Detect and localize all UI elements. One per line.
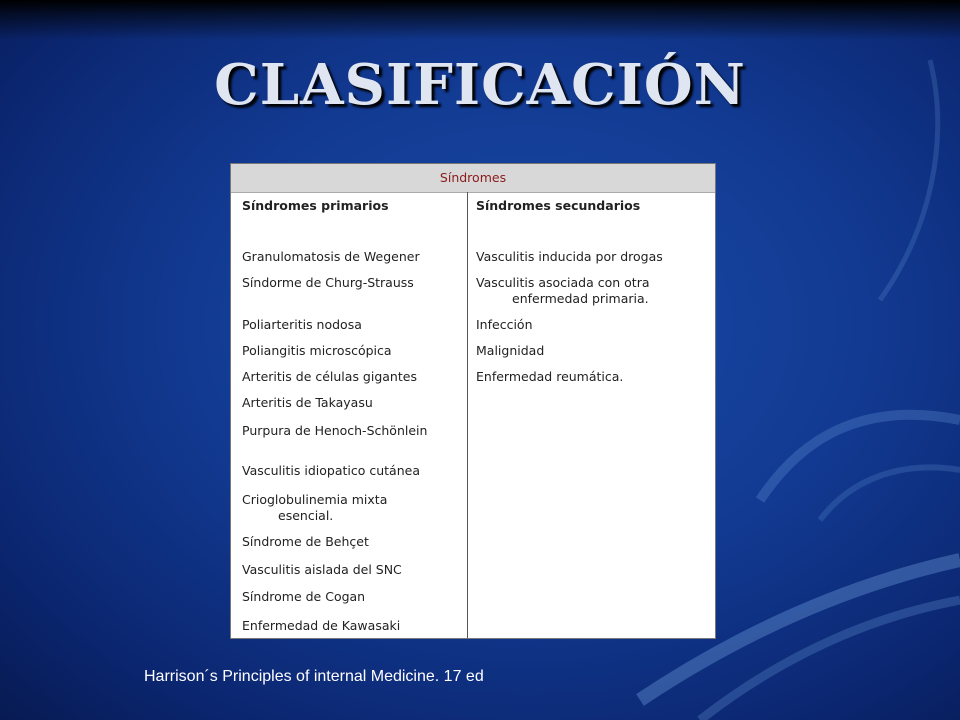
- list-item: Purpura de Henoch-Schönlein: [242, 423, 428, 438]
- list-item: Enfermedad reumática.: [476, 369, 624, 384]
- list-item-continuation: esencial.: [278, 508, 334, 523]
- list-item: Síndorme de Churg-Strauss: [242, 275, 414, 290]
- list-item: Síndrome de Cogan: [242, 589, 366, 604]
- list-item: [242, 492, 387, 524]
- table-header: Síndromes: [231, 164, 715, 193]
- list-item-continuation: enfermedad primaria.: [512, 291, 649, 306]
- primary-column-heading: Síndromes primarios: [242, 198, 389, 213]
- syndromes-table: [230, 163, 716, 639]
- list-item: Vasculitis aislada del SNC: [242, 562, 402, 577]
- list-item: Infección: [476, 317, 533, 332]
- slide-title: CLASIFICACIÓN: [214, 52, 746, 118]
- list-item: Síndrome de Behçet: [242, 534, 369, 549]
- list-item: Vasculitis inducida por drogas: [476, 249, 663, 264]
- list-item: Poliangitis microscópica: [242, 343, 392, 358]
- list-item-line: Crioglobulinemia mixta: [242, 492, 388, 507]
- list-item: Arteritis de células gigantes: [242, 369, 417, 384]
- list-item: Granulomatosis de Wegener: [242, 249, 420, 264]
- list-item: Poliarteritis nodosa: [242, 317, 362, 332]
- list-item: Vasculitis idiopatico cutánea: [242, 463, 420, 478]
- list-item: Malignidad: [476, 343, 545, 358]
- column-divider: [467, 192, 468, 638]
- list-item: Arteritis de Takayasu: [242, 395, 373, 410]
- list-item: [476, 275, 650, 307]
- list-item: Enfermedad de Kawasaki: [242, 618, 401, 633]
- secondary-column-heading: Síndromes secundarios: [476, 198, 641, 213]
- list-item-line: Vasculitis asociada con otra: [476, 275, 650, 290]
- citation-footer: Harrison´s Principles of internal Medicine. 17 ed: [144, 668, 484, 685]
